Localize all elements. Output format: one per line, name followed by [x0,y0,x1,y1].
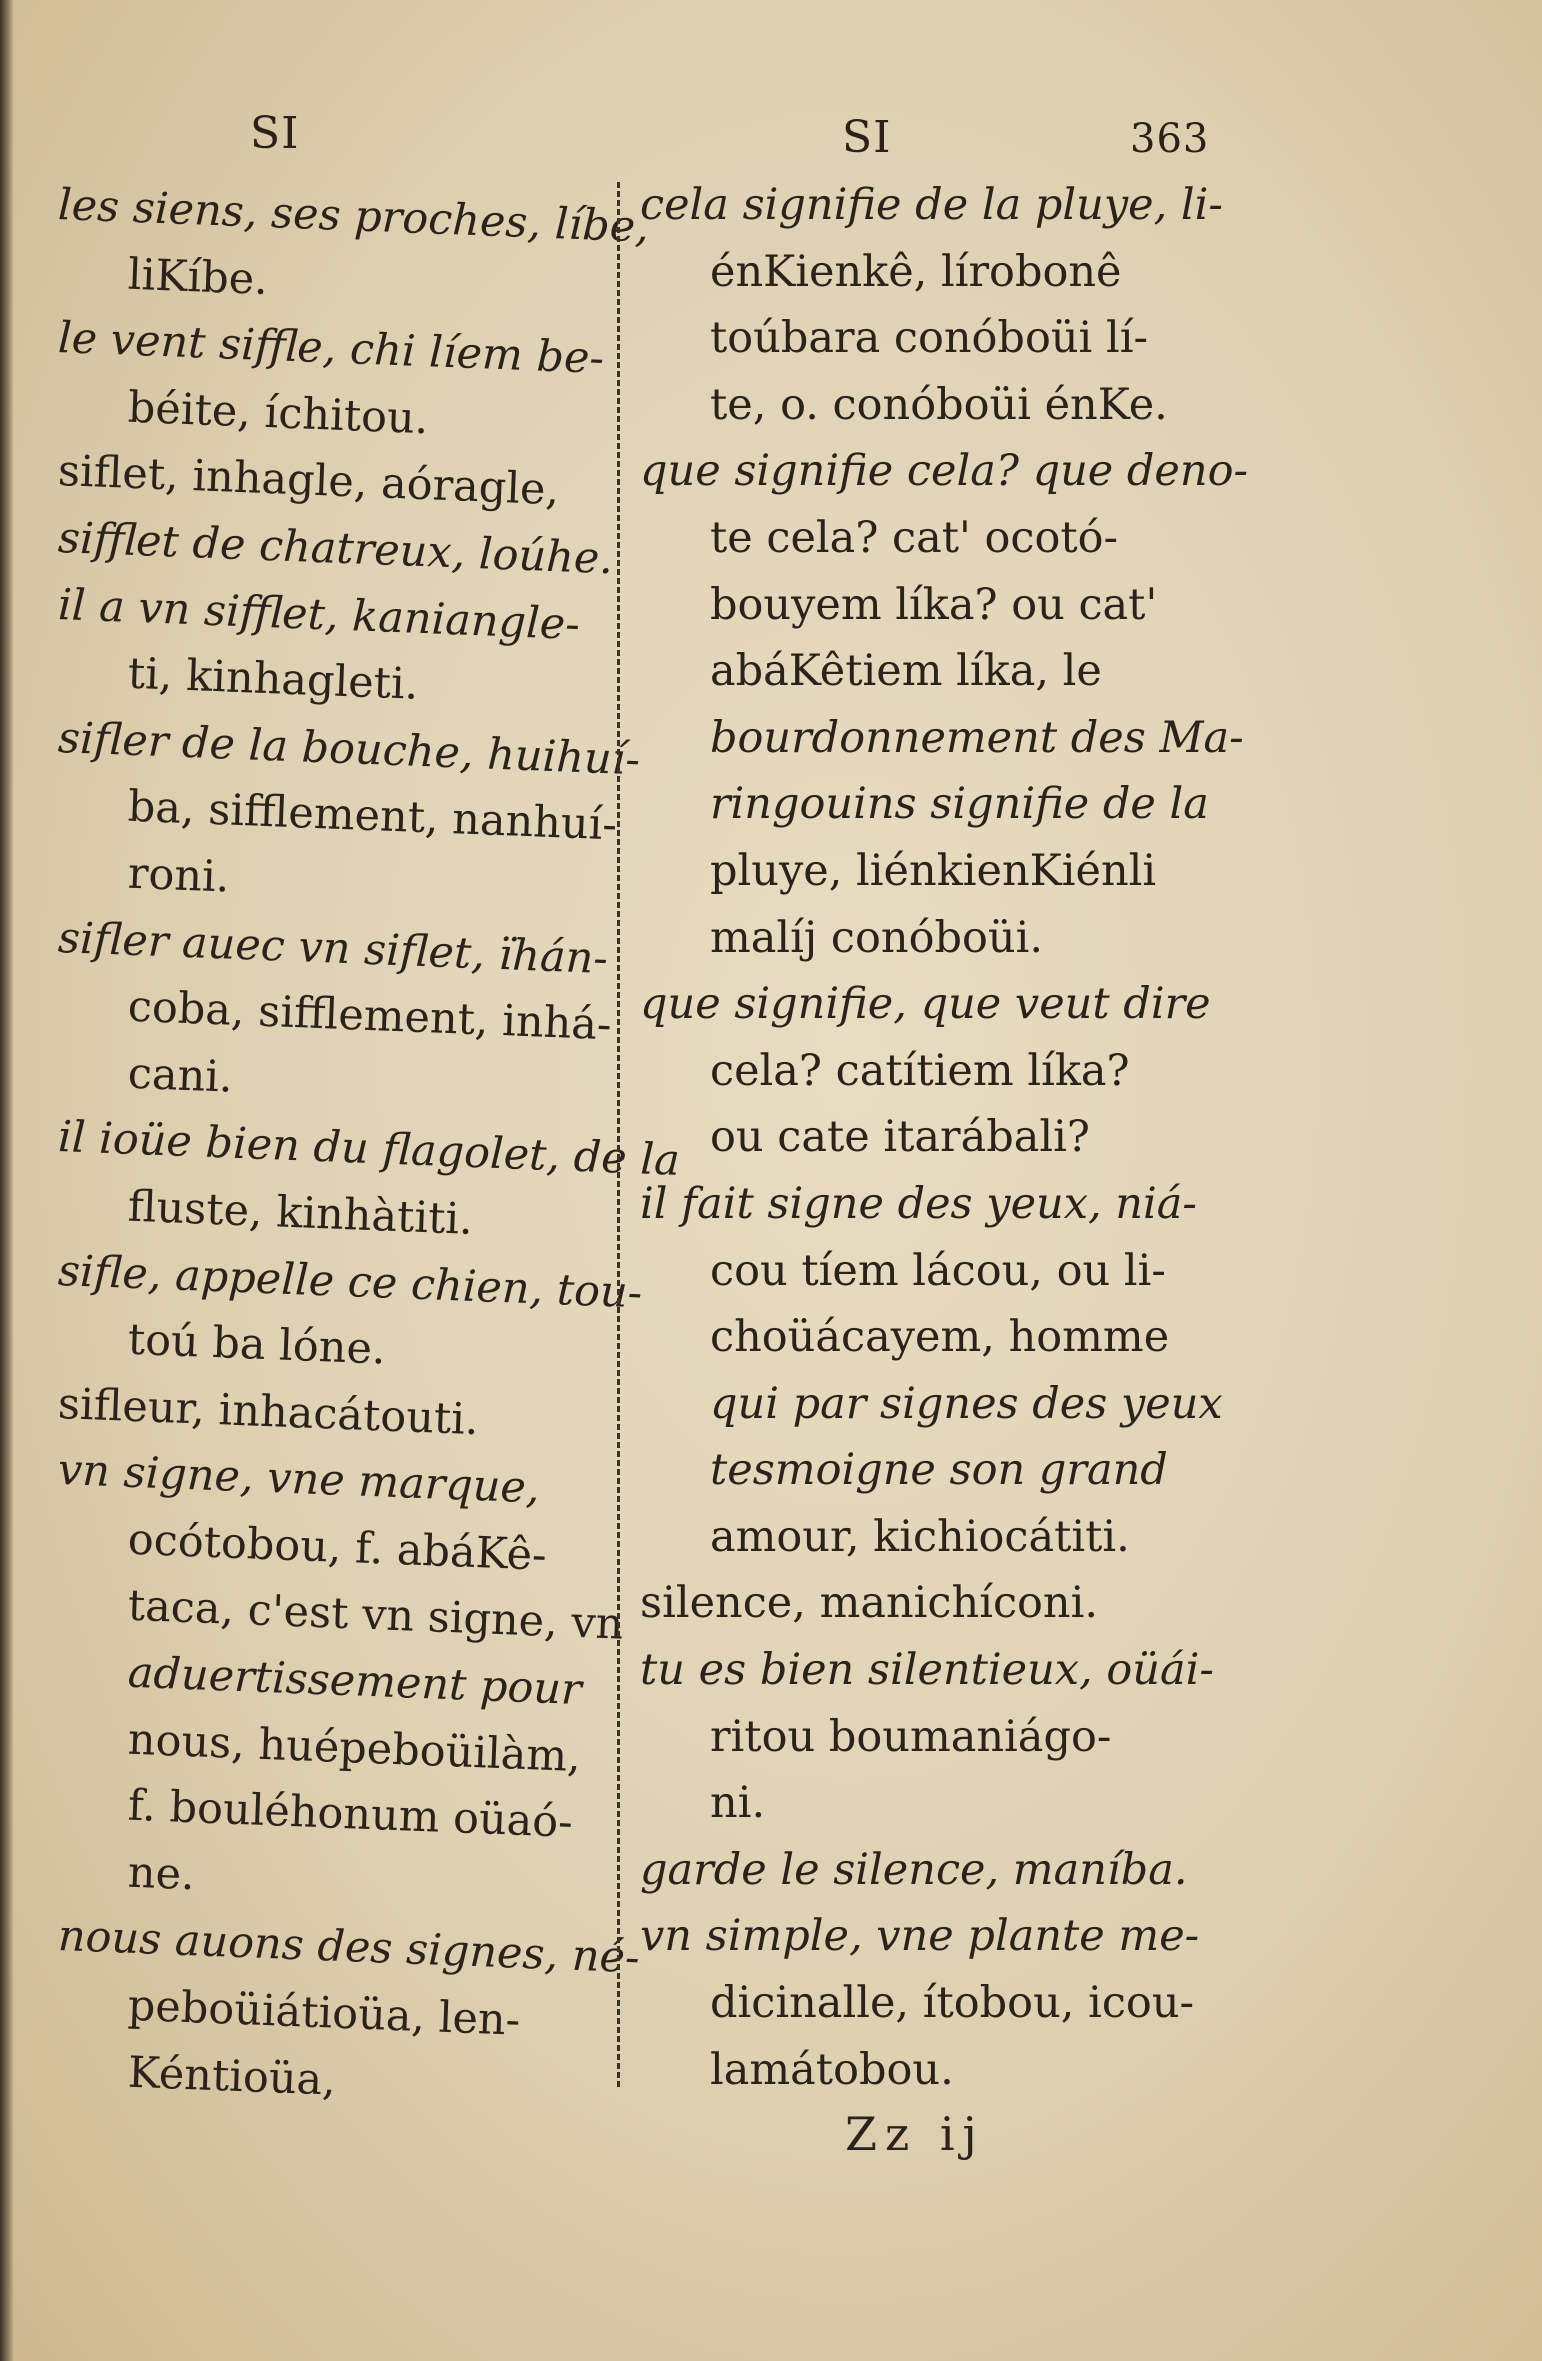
entry-line: sifler de la bouche, huihuí- [57,712,641,786]
entry-line: ni. [710,1778,766,1829]
entry-line: cela signifie de la pluye, li- [640,180,1223,230]
column-divider [617,182,620,2087]
entry-line: taca, c'est vn signe, vn [127,1581,625,1651]
entry-line: ritou boumaniágo- [710,1711,1112,1762]
entry-line: vn simple, vne plante me- [640,1911,1200,1962]
entry-line: le vent siffle, chi líem be- [57,313,605,385]
entry-line: coba, sifflement, inhá- [127,981,613,1051]
entry-line: peboüiátioüa, len- [127,1980,522,2046]
entry-line: cela? catítiem líka? [710,1045,1130,1096]
entry-line: ba, sifflement, nanhuí- [127,782,618,851]
entry-line: bourdonnement des Ma- [710,712,1244,763]
entry-line: il ioüe bien du flagolet, de la [57,1112,681,1187]
entry-line: siflet, inhagle, aóragle, [57,446,561,516]
right-column [640,172,1248,2103]
left-running-head: SI [250,108,300,159]
entry-line: ne. [127,1847,196,1901]
entry-line: cani. [127,1048,234,1103]
entry-line: sifleur, inhacátouti. [57,1378,480,1445]
entry-line: tu es bien silentieux, oüái- [640,1645,1214,1696]
entry-line: ocótobou, f. abáKê- [127,1514,548,1581]
entry-line: il a vn sifflet, kaniangle- [57,579,581,650]
entry-line: lamátobou. [710,2044,954,2095]
entry-line: vn signe, vne marque, [57,1445,541,1514]
entry-line: ou cate itarábali? [710,1112,1090,1163]
entry-line: garde le silence, maníba. [640,1844,1188,1895]
entry-line: ringouins signifie de la [710,779,1209,830]
entry-line: qui par signes des yeux [710,1378,1223,1429]
entry-line: roni. [127,848,231,903]
entry-line: que signifie cela? que deno- [640,446,1248,497]
entry-line: nous auons des signes, né- [57,1911,641,1984]
entry-line: énKienkê, lírobonê [710,246,1122,297]
right-running-head: SI [842,112,892,163]
entry-line: dicinalle, ítobou, icou- [710,1978,1195,2029]
entry-line: aduertissement pour [127,1647,583,1716]
entry-line: il fait signe des yeux, niá- [640,1178,1197,1229]
page-number: 363 [1130,116,1210,162]
entry-line: tesmoigne son grand [710,1445,1168,1496]
entry-line: bouyem líka? ou cat' [710,579,1158,630]
entry-line: ti, kinhagleti. [127,648,420,710]
entry-line: que signifie, que veut dire [640,979,1211,1030]
entry-line: béite, íchitou. [127,382,430,444]
entry-line: sifle, appelle ce chien, tou- [57,1245,644,1318]
entry-line: cou tíem lácou, ou li- [710,1245,1166,1296]
entry-line: pluye, liénkienKiénli [710,845,1157,896]
entry-line: toúbara conóboüi lí- [710,313,1148,364]
entry-line: malíj conóboüi. [710,912,1043,963]
binding-gutter [0,0,14,2361]
signature-mark: Zz ij [845,2107,985,2161]
entry-line: nous, huépeboüilàm, [127,1714,582,1782]
entry-line: Kéntioüa, [127,2047,337,2106]
entry-line: f. bouléhonum oüaó- [127,1780,574,1849]
entry-line: te cela? cat' ocotó- [710,512,1119,563]
entry-line: silence, manichíconi. [640,1578,1099,1629]
entry-line: liKíbe. [127,249,269,305]
entry-line: toú ba lóne. [127,1314,387,1375]
entry-line: sifflet de chatreux, loúhe. [57,512,614,585]
entry-line: choüácayem, homme [710,1312,1170,1363]
entry-line: sifler auec vn siflet, ïhán- [57,912,609,984]
entry-line: abáKêtiem líka, le [710,646,1102,697]
entry-line: fluste, kinhàtiti. [127,1181,474,1245]
left-column [57,172,681,2106]
entry-line: les siens, ses proches, líbe, [57,180,650,253]
entry-line: amour, kichiocátiti. [710,1511,1130,1562]
entry-line: te, o. conóboüi énKe. [710,379,1168,430]
